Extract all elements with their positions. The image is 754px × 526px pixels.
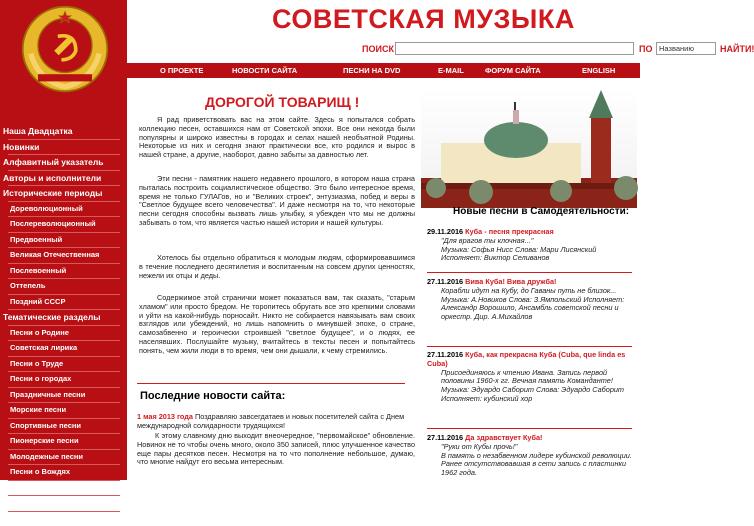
sidebar-item[interactable]: Авторы и исполнители bbox=[3, 172, 102, 183]
topnav-english[interactable]: ENGLISH bbox=[582, 66, 616, 75]
news-item bbox=[137, 413, 415, 431]
news-date[interactable]: 1 мая 2013 года bbox=[137, 412, 193, 421]
sidebar-item[interactable]: Тематические разделы bbox=[3, 312, 101, 322]
sidebar-item[interactable]: Песни о Героях bbox=[10, 482, 68, 492]
song-link[interactable]: Да здравствует Куба! bbox=[465, 433, 543, 442]
kremlin-image bbox=[421, 88, 637, 208]
divider bbox=[427, 428, 632, 429]
history-paragraph: Эти песни - памятник нашего недавнего прошлого, в котором наша страна пыталась построить социалистическое общество. Это было интересное время, время не только ГУЛАГов, но и "Великих строек", энтузиазма, побед и веры в "Светлое будущее всего человечества". И даже несмотря на то, что некоторые песни сегодня способны вызвать лишь улыбку, я убежден что мы не должны забывать о том, что является частью нашей истории и нашей культуры. bbox=[139, 174, 415, 227]
sidebar-item[interactable]: Пионерские песни bbox=[10, 436, 79, 445]
sidebar-item[interactable]: Новинки bbox=[3, 141, 40, 152]
news-text: Поздравляю завсегдатаев и новых посетителей сайта с Днем международной солидарности трудящихся! bbox=[137, 412, 405, 430]
topnav-about[interactable]: О ПРОЕКТЕ bbox=[160, 66, 204, 75]
sidebar-item[interactable]: Наша Двадцатка bbox=[3, 126, 73, 136]
sidebar-item[interactable]: Оттепель bbox=[10, 281, 46, 290]
sidebar-item[interactable]: Песни о городах bbox=[10, 374, 72, 383]
find-button[interactable]: НАЙТИ! bbox=[720, 44, 754, 54]
topnav-email[interactable]: E-MAIL bbox=[438, 66, 464, 75]
song-link[interactable]: Вива Куба! Вива дружба! bbox=[465, 277, 557, 286]
search-label: ПОИСК bbox=[362, 44, 394, 54]
song-item: 27.11.2016 Вива Куба! Вива дружба! Корабли идут на Кубу, до Гаваны путь не близок... Музыка: А.Новиков Слова: З.Ямпольский Исполняет: Александр Ворошило, Ансамбль советской песни и оркестр. Дир. А.Михайлов bbox=[427, 277, 625, 322]
sidebar-item[interactable]: Спортивные песни bbox=[10, 420, 82, 430]
sidebar-item[interactable]: Революционные bbox=[10, 498, 73, 507]
sidebar-item[interactable]: Послереволюционный bbox=[10, 219, 96, 228]
song-link[interactable]: Куба, как прекрасна Куба (Cuba, que linda es Cuba) bbox=[427, 350, 626, 368]
sidebar-item[interactable]: Молодежные песни bbox=[10, 451, 84, 461]
intro-paragraph: Я рад приветствовать вас на этом сайте. Здесь я попытался собрать коллекцию песен, оставшихся нам от Советской эпохи. Все они некогда были популярны и широко известны в городах и селах нашей необъятной Родины. Некоторые из них и сегодня знают практически все, кто родился и вырос в нашей стране, а другие, наоборот, давно забыты за давностью лет. bbox=[139, 115, 415, 160]
youth-paragraph: Хотелось бы отдельно обратиться к молодым людям, сформировавшимся в течение последнего десятилетия и воспитанным на совсем других ценностях, нежели их отцы и деды. bbox=[139, 253, 415, 280]
search-by-label: ПО bbox=[639, 44, 653, 54]
song-link[interactable]: Куба - песня прекрасная bbox=[465, 227, 554, 236]
sidebar-item[interactable]: Алфавитный указатель bbox=[3, 157, 104, 167]
content-paragraph: Содержимое этой странички может показаться вам, так сказать, "старым хламом" или просто бредом. Не торопитесь обругать все это крепкими словами и уйти на какой-нибудь порносайт. Никто не собирается навязывать вам своих взглядов или убеждений, но лишь напомнить о минувшей эпохе, о стране, самозабвенно и героически строившей "светлое будущее", и о людях, ее населявших. Послушайте музыку, вчитайтесь в тексты песен и попытайтесь понять, чем жили люди в то время, чем они дышали, к чему стремились. bbox=[139, 293, 415, 355]
sidebar-item[interactable]: Морские песни bbox=[10, 405, 67, 414]
topnav-forum[interactable]: ФОРУМ САЙТА bbox=[485, 66, 541, 75]
sidebar-item[interactable]: Дореволюционный bbox=[10, 203, 83, 213]
song-item: 27.11.2016 Куба, как прекрасна Куба (Cuba, que linda es Cuba) Присоединяюсь к чтению Ивана. Запись первой половины 1960-х гг. Вечная память Команданте! Музыка: Эдуардо Саборит Слова: Эдуардо Саборит Исполняет: кубинский хор bbox=[427, 350, 626, 403]
sidebar-item[interactable]: Праздничные песни bbox=[10, 389, 86, 399]
main-content bbox=[127, 78, 417, 480]
sidebar-item[interactable]: Послевоенный bbox=[10, 265, 67, 275]
sidebar-item[interactable]: Песни о Вождях bbox=[10, 467, 71, 476]
sidebar-item[interactable]: Песни о Труде bbox=[10, 358, 64, 368]
sidebar-item[interactable]: Поздний СССР bbox=[10, 296, 66, 306]
topnav-dvd[interactable]: ПЕСНИ НА DVD bbox=[343, 66, 401, 75]
song-item: 27.11.2016 Да здравствует Куба! "Руки от Кубы прочь!" В память о незабвенном лидере кубинской революции. Ранее отсутствовавшая в сети запись с пластинки 1962 года. bbox=[427, 433, 632, 478]
sidebar-item[interactable]: Советская лирика bbox=[10, 343, 78, 352]
song-item: 29.11.2016 Куба - песня прекрасная "Для врагов ты клочная..." Музыка: Софья Нисс Слова: Мари Лисянский Исполняет: Виктор Селиванов bbox=[427, 227, 597, 263]
search-input[interactable] bbox=[395, 42, 634, 55]
divider bbox=[137, 383, 405, 384]
songs-heading: Новые песни в Самодеятельности: bbox=[453, 206, 630, 217]
sidebar-item[interactable]: Исторические периоды bbox=[3, 188, 103, 198]
news-heading: Последние новости сайта: bbox=[140, 390, 286, 402]
sidebar-item[interactable]: Песни о Родине bbox=[10, 327, 69, 337]
sidebar-item[interactable]: Предвоенный bbox=[10, 234, 63, 244]
search-by-select[interactable]: Названию bbox=[656, 42, 716, 55]
divider bbox=[427, 272, 632, 273]
divider bbox=[427, 346, 632, 347]
right-column bbox=[417, 78, 640, 480]
sidebar bbox=[0, 0, 127, 523]
topnav-news[interactable]: НОВОСТИ САЙТА bbox=[232, 66, 298, 75]
sidebar-item[interactable]: Интернационал bbox=[10, 513, 69, 523]
soviet-emblem-icon bbox=[20, 4, 110, 94]
news-item: К этому славному дню выходит внеочередное, "первомайское" обновление. Новинок не то чтобы очень много, около 350 записей, плюс улучшенное качество еще пары десятков песен. Несмотря на то что пополнение небольшое, думаю, что многие найдут его весьма интересным. bbox=[137, 431, 415, 467]
page-title: ДОРОГОЙ ТОВАРИЩ ! bbox=[205, 94, 360, 110]
sidebar-item[interactable]: Великая Отечественная bbox=[10, 250, 100, 259]
site-title: СОВЕТСКАЯ МУЗЫКА bbox=[272, 4, 575, 34]
top-navigation bbox=[127, 63, 640, 78]
